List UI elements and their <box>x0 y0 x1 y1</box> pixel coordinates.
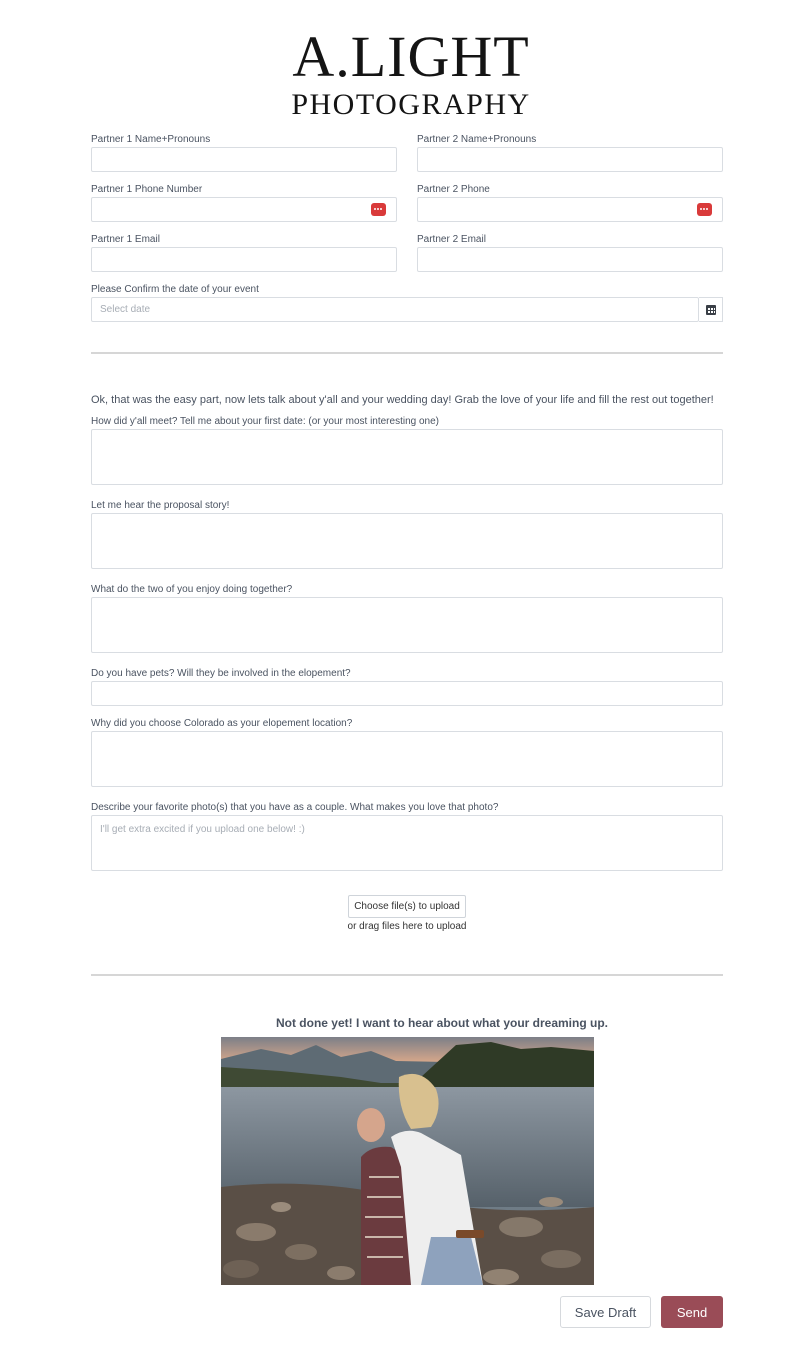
date-picker-button[interactable] <box>699 297 723 322</box>
enjoy-question-label: What do the two of you enjoy doing together? <box>91 584 293 595</box>
more-dots-icon[interactable] <box>697 203 712 216</box>
partner1-name-input[interactable] <box>91 147 397 172</box>
pets-input[interactable] <box>91 681 723 706</box>
story-intro: Ok, that was the easy part, now lets talk about y'all and your wedding day! Grab the love of your life and fill the rest out together! <box>91 394 714 406</box>
proposal-question-label: Let me hear the proposal story! <box>91 500 230 511</box>
drag-drop-hint[interactable]: or drag files here to upload <box>347 921 467 932</box>
meet-question-label: How did y'all meet? Tell me about your first date: (or your most interesting one) <box>91 416 439 427</box>
event-date-placeholder: Select date <box>100 304 151 315</box>
partner1-email-input[interactable] <box>91 247 397 272</box>
event-date-input[interactable] <box>91 297 699 322</box>
brand-name: A.LIGHT <box>292 24 530 89</box>
colorado-reason-textarea[interactable] <box>91 731 723 787</box>
section-title: Not done yet! I want to hear about what your dreaming up. <box>275 1016 608 1030</box>
send-button[interactable]: Send <box>661 1296 723 1328</box>
section-divider <box>91 352 723 354</box>
proposal-story-textarea[interactable] <box>91 513 723 569</box>
partner1-name-label: Partner 1 Name+Pronouns <box>91 134 211 145</box>
partner2-name-label: Partner 2 Name+Pronouns <box>417 134 537 145</box>
meet-story-textarea[interactable] <box>91 429 723 485</box>
couple-photo-illustration <box>221 1037 594 1285</box>
favorite-photo-placeholder: I'll get extra excited if you upload one below! :) <box>100 824 305 835</box>
pets-question-label: Do you have pets? Will they be involved in the elopement? <box>91 668 351 679</box>
more-dots-icon[interactable] <box>371 203 386 216</box>
partner2-email-input[interactable] <box>417 247 723 272</box>
partner2-phone-label: Partner 2 Phone <box>417 184 490 195</box>
brand-tagline: PHOTOGRAPHY <box>291 88 531 121</box>
event-date-label: Please Confirm the date of your event <box>91 284 259 295</box>
colorado-question-label: Why did you choose Colorado as your elopement location? <box>91 718 353 729</box>
choose-files-button[interactable]: Choose file(s) to upload <box>348 895 466 918</box>
favorite-photo-question-label: Describe your favorite photo(s) that you have as a couple. What makes you love that photo? <box>91 802 499 813</box>
partner1-phone-label: Partner 1 Phone Number <box>91 184 203 195</box>
favorite-photo-textarea[interactable] <box>91 815 723 871</box>
partner2-email-label: Partner 2 Email <box>417 234 486 245</box>
section-divider <box>91 974 723 976</box>
partner1-phone-input[interactable] <box>91 197 397 222</box>
enjoy-together-textarea[interactable] <box>91 597 723 653</box>
brand-logo <box>0 26 800 122</box>
partner2-phone-input[interactable] <box>417 197 723 222</box>
couple-photo <box>221 1037 594 1285</box>
partner1-email-label: Partner 1 Email <box>91 234 160 245</box>
save-draft-button[interactable]: Save Draft <box>560 1296 651 1328</box>
calendar-icon <box>706 305 716 315</box>
partner2-name-input[interactable] <box>417 147 723 172</box>
